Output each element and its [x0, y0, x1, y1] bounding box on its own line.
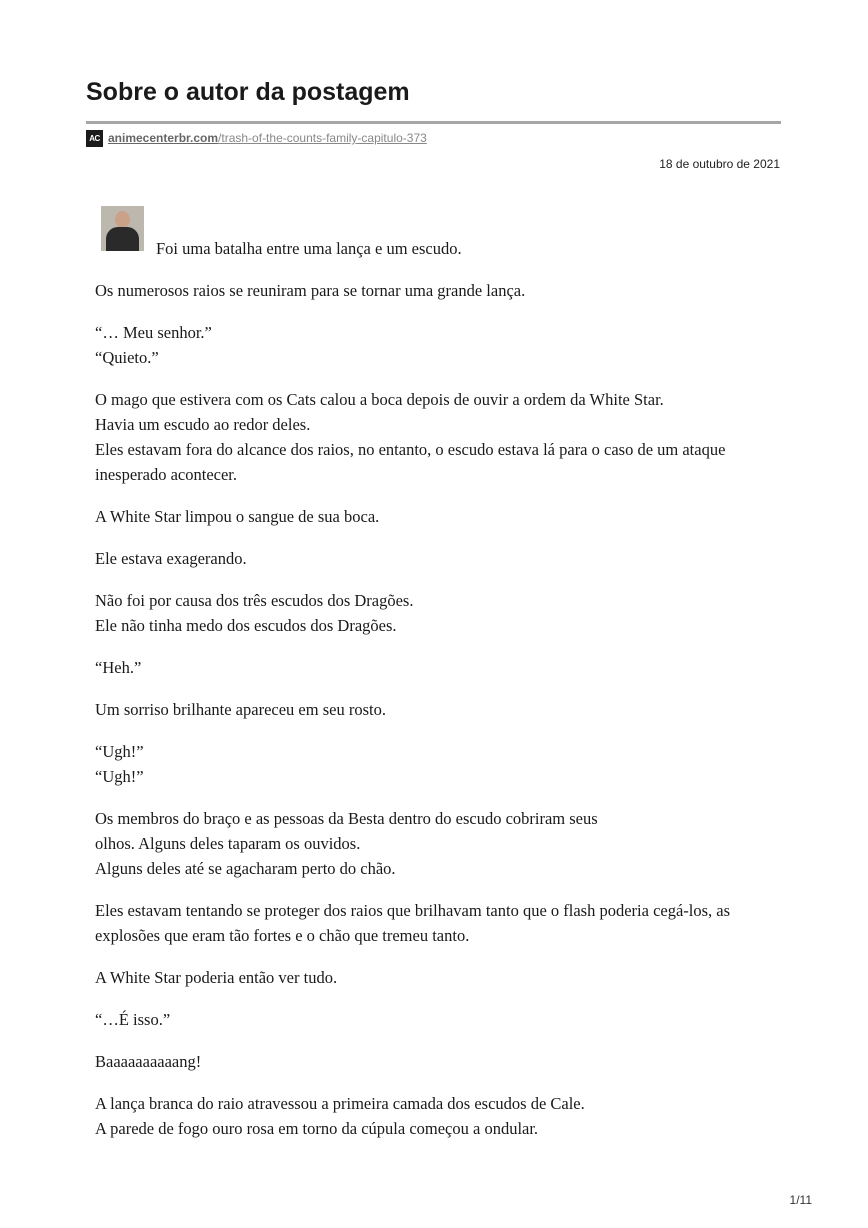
paragraph-line: “Ugh!”	[95, 742, 144, 761]
paragraph-line: “…É isso.”	[95, 1010, 171, 1029]
post-date: 18 de outubro de 2021	[659, 157, 780, 171]
paragraph-line: Os numerosos raios se reuniram para se tornar uma grande lança.	[95, 281, 526, 300]
paragraph-line: Ele estava exagerando.	[95, 549, 247, 568]
site-favicon-icon: AC	[86, 130, 103, 147]
paragraph-line: Alguns deles até se agacharam perto do chão.	[95, 859, 396, 878]
paragraph-line: A White Star poderia então ver tudo.	[95, 968, 338, 987]
paragraph-line: Não foi por causa dos três escudos dos Dragões.	[95, 591, 414, 610]
source-link[interactable]	[86, 129, 427, 147]
paragraph-line: O mago que estivera com os Cats calou a boca depois de ouvir a ordem da White Star.	[95, 390, 664, 409]
page-title: Sobre o autor da postagem	[86, 78, 410, 106]
paragraph	[95, 898, 785, 948]
paragraph-line: Ele não tinha medo dos escudos dos Dragões.	[95, 616, 397, 635]
paragraph-line: Baaaaaaaaaang!	[95, 1052, 202, 1071]
paragraph	[95, 546, 785, 571]
paragraph-line: A lança branca do raio atravessou a primeira camada dos escudos de Cale.	[95, 1094, 585, 1113]
paragraph-line: Os membros do braço e as pessoas da Besta dentro do escudo cobriram seus	[95, 809, 598, 828]
paragraph-line: “… Meu senhor.”	[95, 323, 212, 342]
source-path[interactable]: /trash-of-the-counts-family-capitulo-373	[218, 131, 427, 145]
article-body	[95, 216, 785, 1158]
author-avatar	[101, 206, 144, 251]
paragraph-list	[95, 278, 785, 1141]
paragraph	[95, 806, 785, 881]
paragraph	[95, 387, 785, 487]
paragraph	[95, 697, 785, 722]
paragraph	[95, 1007, 785, 1032]
paragraph-line: A White Star limpou o sangue de sua boca.	[95, 507, 380, 526]
avatar-body-shape	[106, 227, 139, 251]
page-number: 1/11	[789, 1193, 812, 1207]
paragraph-line: olhos. Alguns deles taparam os ouvidos.	[95, 834, 361, 853]
paragraph	[95, 655, 785, 680]
paragraph-line: Eles estavam fora do alcance dos raios, no entanto, o escudo estava lá para o caso de um ataque inesperado acontecer.	[95, 440, 726, 484]
paragraph-line: Havia um escudo ao redor deles.	[95, 415, 311, 434]
first-paragraph	[95, 216, 785, 261]
paragraph	[95, 739, 785, 789]
title-divider	[86, 121, 781, 124]
first-line-text: Foi uma batalha entre uma lança e um escudo.	[156, 239, 462, 258]
paragraph-line: A parede de fogo ouro rosa em torno da cúpula começou a ondular.	[95, 1119, 539, 1138]
paragraph-line: Eles estavam tentando se proteger dos raios que brilhavam tanto que o flash poderia cegá-los, as explosões que eram tão fortes e o chão que tremeu tanto.	[95, 901, 731, 945]
paragraph	[95, 504, 785, 529]
paragraph	[95, 588, 785, 638]
paragraph	[95, 965, 785, 990]
paragraph-line: “Heh.”	[95, 658, 142, 677]
paragraph	[95, 278, 785, 303]
paragraph	[95, 1091, 785, 1141]
source-domain[interactable]: animecenterbr.com	[108, 131, 219, 145]
paragraph	[95, 1049, 785, 1074]
avatar-head-shape	[115, 211, 130, 228]
paragraph-line: Um sorriso brilhante apareceu em seu rosto.	[95, 700, 386, 719]
paragraph-line: “Quieto.”	[95, 348, 159, 367]
paragraph	[95, 320, 785, 370]
paragraph-line: “Ugh!”	[95, 767, 144, 786]
